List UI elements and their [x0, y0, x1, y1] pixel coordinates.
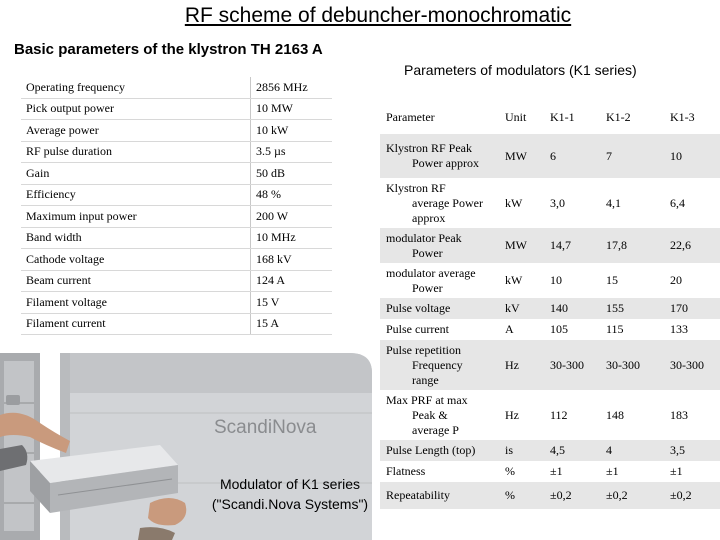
value-cell: 4	[600, 440, 664, 461]
param-line: Power	[412, 280, 443, 295]
param-name: Band width	[21, 227, 251, 249]
param-value: 2856 MHz	[251, 77, 333, 98]
table-row	[21, 120, 332, 142]
param-value: 50 dB	[251, 163, 333, 185]
param-value: 124 A	[251, 270, 333, 292]
table-row	[380, 134, 720, 178]
param-line: Pulse repetition	[386, 342, 461, 357]
modulators-heading: Parameters of modulators (K1 series)	[404, 62, 637, 78]
header-parameter: Parameter	[380, 100, 499, 134]
param-value: 15 V	[251, 292, 333, 314]
table-row	[380, 178, 720, 228]
table-row	[380, 263, 720, 298]
value-cell: ±0,2	[600, 482, 664, 509]
table-row	[21, 270, 332, 292]
param-value: 200 W	[251, 206, 333, 228]
value-cell: 30-300	[600, 340, 664, 390]
param-line: approx	[412, 210, 446, 225]
param-value: 10 MW	[251, 98, 333, 120]
param-name: Pick output power	[21, 98, 251, 120]
value-cell: 30-300	[664, 340, 720, 390]
table-row	[380, 319, 720, 340]
param-name: Beam current	[21, 270, 251, 292]
param-cell	[380, 482, 499, 509]
value-cell: 14,7	[544, 228, 600, 263]
value-cell: 148	[600, 390, 664, 440]
param-name: RF pulse duration	[21, 141, 251, 163]
param-line: average P	[412, 422, 459, 437]
param-cell	[380, 390, 499, 440]
header-k1-3: K1-3	[664, 100, 720, 134]
unit-cell: Hz	[499, 390, 544, 440]
header-unit: Unit	[499, 100, 544, 134]
table-row	[21, 163, 332, 185]
table-row	[21, 206, 332, 228]
table-row	[380, 461, 720, 482]
unit-cell: MW	[499, 228, 544, 263]
value-cell: 10	[544, 263, 600, 298]
value-cell: 133	[664, 319, 720, 340]
value-cell: ±1	[544, 461, 600, 482]
value-cell: 17,8	[600, 228, 664, 263]
param-value: 10 kW	[251, 120, 333, 142]
value-cell: 6	[544, 134, 600, 178]
param-cell	[380, 298, 499, 319]
table-row	[21, 249, 332, 271]
table-row	[21, 141, 332, 163]
param-name: Filament current	[21, 313, 251, 335]
param-line: Klystron RF Peak	[386, 141, 473, 155]
value-cell: 140	[544, 298, 600, 319]
value-cell: 22,6	[664, 228, 720, 263]
value-cell: 105	[544, 319, 600, 340]
header-k1-2: K1-2	[600, 100, 664, 134]
table-row	[380, 298, 720, 319]
param-line: Repeatability	[386, 488, 450, 502]
value-cell: ±1	[664, 461, 720, 482]
param-name: Cathode voltage	[21, 249, 251, 271]
param-name: Maximum input power	[21, 206, 251, 228]
table-row	[21, 184, 332, 206]
param-line: Pulse Length (top)	[386, 443, 476, 457]
unit-cell: kW	[499, 178, 544, 228]
param-name: Gain	[21, 163, 251, 185]
param-line: Power	[412, 245, 443, 260]
table-row	[380, 390, 720, 440]
header-k1-1: K1-1	[544, 100, 600, 134]
value-cell: ±0,2	[664, 482, 720, 509]
value-cell: 15	[600, 263, 664, 298]
value-cell: 115	[600, 319, 664, 340]
value-cell: 20	[664, 263, 720, 298]
param-name: Filament voltage	[21, 292, 251, 314]
param-cell	[380, 440, 499, 461]
unit-cell: Hz	[499, 340, 544, 390]
param-line: Flatness	[386, 464, 426, 478]
param-value: 3.5 µs	[251, 141, 333, 163]
caption-line-1: Modulator of K1 series	[219, 476, 361, 492]
table-row	[21, 227, 332, 249]
param-value: 48 %	[251, 184, 333, 206]
param-cell	[380, 178, 499, 228]
param-name: Average power	[21, 120, 251, 142]
table-row	[380, 340, 720, 390]
unit-cell: %	[499, 482, 544, 509]
value-cell: ±1	[600, 461, 664, 482]
modulators-header-row	[380, 100, 720, 134]
unit-cell: kV	[499, 298, 544, 319]
param-cell	[380, 319, 499, 340]
value-cell: 4,1	[600, 178, 664, 228]
scandinova-logo: ScandiNova	[214, 417, 317, 438]
param-name: Efficiency	[21, 184, 251, 206]
param-line: Pulse voltage	[386, 301, 451, 315]
unit-cell: MW	[499, 134, 544, 178]
value-cell: 6,4	[664, 178, 720, 228]
caption-line-2: ("Scandi.Nova Systems")	[211, 496, 369, 512]
param-value: 168 kV	[251, 249, 333, 271]
value-cell: 7	[600, 134, 664, 178]
table-row	[380, 228, 720, 263]
param-value: 15 A	[251, 313, 333, 335]
param-line: average Power	[412, 195, 483, 210]
param-cell	[380, 263, 499, 298]
param-cell	[380, 340, 499, 390]
param-line: Frequency	[412, 357, 463, 372]
table-row	[21, 292, 332, 314]
value-cell: 170	[664, 298, 720, 319]
table-row	[21, 313, 332, 335]
value-cell: 155	[600, 298, 664, 319]
param-line: modulator Peak	[386, 230, 462, 245]
value-cell: 3,5	[664, 440, 720, 461]
page-title: RF scheme of debuncher-monochromatic	[184, 4, 572, 27]
unit-cell: %	[499, 461, 544, 482]
param-line: Pulse current	[386, 322, 449, 336]
value-cell: 3,0	[544, 178, 600, 228]
param-cell	[380, 461, 499, 482]
param-cell	[380, 134, 499, 178]
param-line: modulator average	[386, 265, 476, 280]
value-cell: ±0,2	[544, 482, 600, 509]
param-line: Max PRF at max	[386, 392, 468, 407]
klystron-heading: Basic parameters of the klystron TH 2163 A	[14, 41, 323, 58]
photo-caption	[200, 474, 380, 514]
value-cell: 10	[664, 134, 720, 178]
value-cell: 4,5	[544, 440, 600, 461]
unit-cell: is	[499, 440, 544, 461]
unit-cell: A	[499, 319, 544, 340]
table-row	[21, 77, 332, 98]
param-line: Power approx	[412, 156, 479, 170]
klystron-table	[21, 77, 332, 335]
value-cell: 183	[664, 390, 720, 440]
param-line: range	[412, 372, 439, 387]
value-cell: 30-300	[544, 340, 600, 390]
value-cell: 112	[544, 390, 600, 440]
table-row	[380, 440, 720, 461]
table-row	[21, 98, 332, 120]
param-line: Peak &	[412, 407, 448, 422]
param-value: 10 MHz	[251, 227, 333, 249]
param-cell	[380, 228, 499, 263]
modulators-table	[380, 100, 720, 509]
param-line: Klystron RF	[386, 180, 446, 195]
unit-cell: kW	[499, 263, 544, 298]
table-row	[380, 482, 720, 509]
param-name: Operating frequency	[21, 77, 251, 98]
